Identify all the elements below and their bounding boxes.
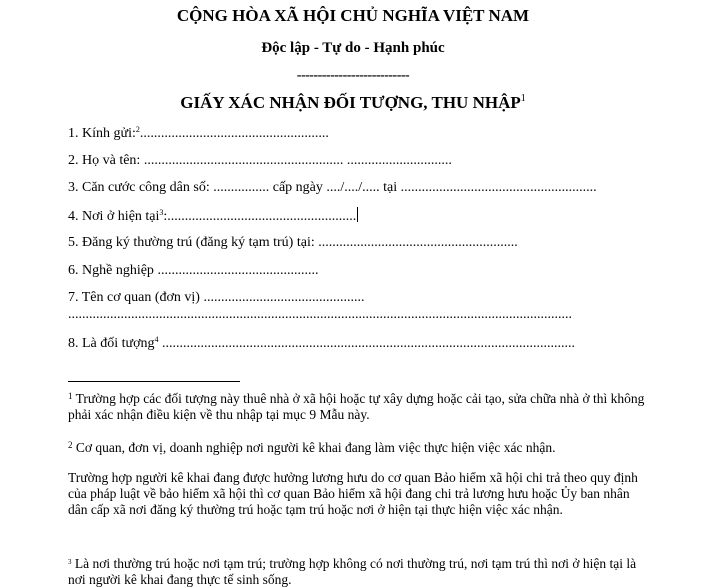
field-recipient[interactable]: [68, 125, 329, 142]
field-recipient-label: 1. Kính gửi:: [68, 126, 136, 141]
field-occupation[interactable]: [68, 263, 318, 279]
field-workplace[interactable]: [68, 290, 364, 306]
field-residence-label: 4. Nơi ở hiện tại: [68, 209, 160, 224]
field-full-name[interactable]: [68, 153, 452, 169]
field-residence-note: 3: [159, 208, 164, 217]
motto: Độc lập - Tự do - Hạnh phúc: [261, 40, 445, 56]
form-title-text: GIẤY XÁC NHẬN ĐỐI TƯỢNG, THU NHẬP: [180, 93, 521, 112]
field-subject-type-note: 4: [154, 335, 159, 344]
footnote-1: [68, 388, 648, 423]
field-citizen-id-label: 3. Căn cước công dân số:: [68, 180, 214, 195]
field-full-name-blank[interactable]: ......................................................... ..............................: [143, 153, 452, 168]
field-registration[interactable]: [68, 235, 518, 251]
field-workplace-blank[interactable]: ..............................................: [203, 290, 365, 305]
footnote-separator: [68, 381, 240, 382]
field-residence[interactable]: [68, 207, 358, 225]
field-occupation-blank[interactable]: ..............................................: [157, 263, 319, 278]
form-title: [0, 93, 706, 113]
field-registration-label: 5. Đăng ký thường trú (đăng ký tạm trú) tại:: [68, 235, 319, 250]
field-occupation-label: 6. Nghề nghiệp: [68, 263, 158, 278]
field-citizen-id-blank[interactable]: ................ cấp ngày ..../..../..... tại ........................................................: [213, 180, 597, 195]
footnote-2-text: Cơ quan, đơn vị, doanh nghiệp nơi người kê khai đang làm việc thực hiện việc xác nhận.: [72, 440, 556, 455]
footnote-2-extra: Trường hợp người kê khai đang được hưởng lương hưu do cơ quan Bảo hiểm xã hội chi trả theo quy định của pháp luật về bảo hiểm xã hội thì cơ quan Bảo hiểm xã hội đang chi trả lương hưu hoặc Ủy ban nhân dân cấp xã nơi đăng ký thường trú hoặc tạm trú hoặc nơi ở hiện tại thực hiện việc xác nhận.: [68, 470, 638, 517]
field-full-name-label: 2. Họ và tên:: [68, 153, 144, 168]
form-title-footnote-mark: 1: [520, 93, 526, 104]
footnote-1-mark: 1: [68, 391, 73, 401]
footnote-3-text: Là nơi thường trú hoặc nơi tạm trú; trường hợp không có nơi thường trú, nơi tạm trú thì nơi ở hiện tại là nơi người kê khai đang thực tế sinh sống.: [68, 556, 637, 587]
national-title: CỘNG HÒA XÃ HỘI CHỦ NGHĨA VIỆT NAM: [176, 6, 530, 25]
field-citizen-id[interactable]: [68, 180, 597, 196]
footnote-1-text: Trường hợp các đối tượng này thuê nhà ở xã hội hoặc tự xây dựng hoặc cải tạo, sửa chữa nhà ở thì không phải xác nhận điều kiện về thu nhập tại mục 9 Mẫu này.: [68, 391, 645, 422]
footnote-3: [68, 554, 648, 588]
field-subject-type-label: 8. Là đối tượng: [68, 336, 155, 351]
text-cursor: [357, 207, 358, 222]
field-residence-blank[interactable]: :......................................................: [163, 209, 357, 224]
field-recipient-note: 2: [135, 125, 140, 134]
field-subject-type-blank[interactable]: ......................................................................................................................: [158, 336, 576, 351]
field-workplace-line2[interactable]: ................................................................................................................................................: [68, 307, 572, 322]
footnote-3-mark: 3: [68, 558, 72, 566]
field-workplace-label: 7. Tên cơ quan (đơn vị): [68, 290, 204, 305]
footnote-2: [68, 437, 648, 456]
field-recipient-blank[interactable]: ......................................................: [139, 126, 329, 141]
header-separator: ---------------------------: [296, 68, 410, 83]
field-registration-blank[interactable]: .........................................................: [318, 235, 518, 250]
footnote-2-mark: 2: [68, 440, 73, 450]
field-subject-type[interactable]: [68, 335, 575, 352]
